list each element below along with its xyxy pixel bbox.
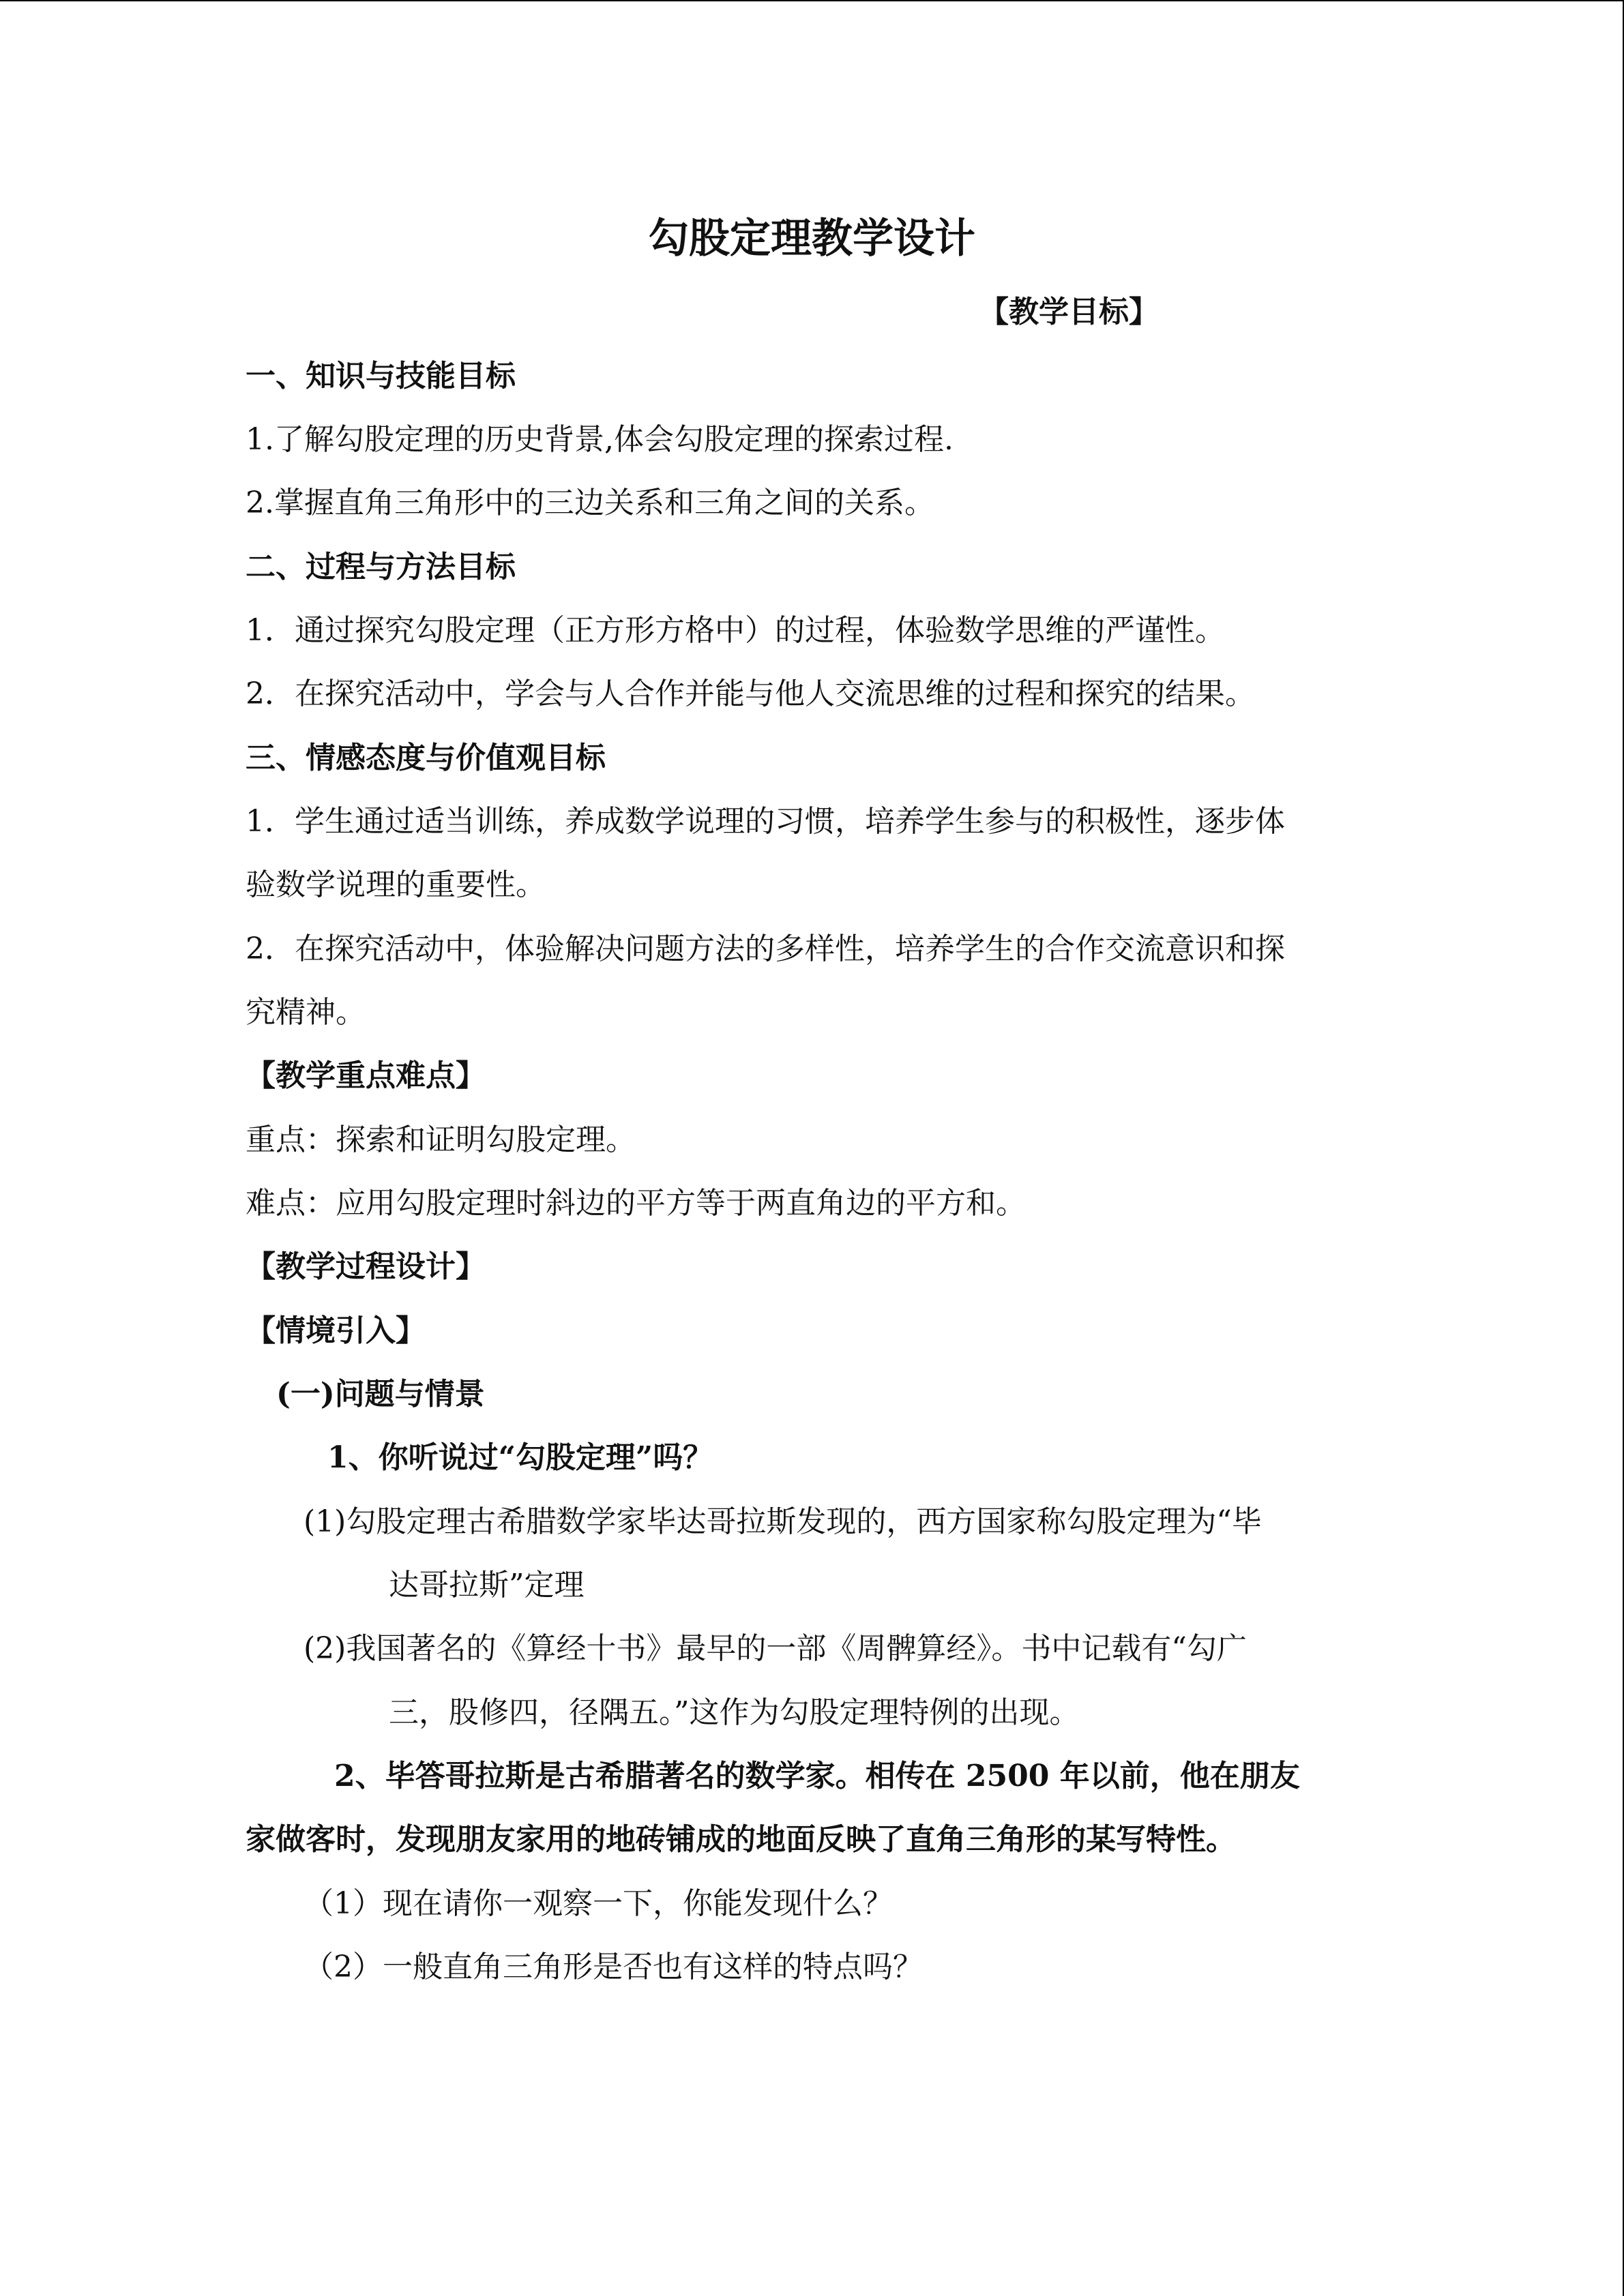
question-1-point-1-line-1: (1)勾股定理古希腊数学家毕达哥拉斯发现的，西方国家称勾股定理为“毕 xyxy=(304,1504,1262,1539)
key-point-focus: 重点：探索和证明勾股定理。 xyxy=(246,1122,636,1157)
process-method-item-1: 1．通过探究勾股定理（正方形方格中）的过程，体验数学思维的严谨性。 xyxy=(246,613,1225,648)
attitude-item-2-line-2: 究精神。 xyxy=(246,995,366,1030)
knowledge-item-1: 1.了解勾股定理的历史背景,体会勾股定理的探索过程. xyxy=(246,422,954,457)
key-point-difficulty: 难点：应用勾股定理时斜边的平方等于两直角边的平方和。 xyxy=(246,1186,1026,1221)
knowledge-item-2: 2.掌握直角三角形中的三边关系和三角之间的关系。 xyxy=(246,486,934,520)
sub-question-1: （1）现在请你一观察一下，你能发现什么？ xyxy=(304,1886,893,1921)
process-design-heading: 【教学过程设计】 xyxy=(246,1249,486,1284)
attitude-item-2-line-1: 2．在探究活动中，体验解决问题方法的多样性，培养学生的合作交流意识和探 xyxy=(246,931,1285,966)
question-1-point-1-line-2: 达哥拉斯”定理 xyxy=(389,1568,585,1602)
document-title: 勾股定理教学设计 xyxy=(648,215,975,263)
question-2-line-2: 家做客时，发现朋友家用的地砖铺成的地面反映了直角三角形的某写特性。 xyxy=(246,1822,1236,1857)
sub-question-2: （2）一般直角三角形是否也有这样的特点吗？ xyxy=(304,1950,923,1984)
question-1-point-2-line-1: (2)我国著名的《算经十书》最早的一部《周髀算经》。书中记载有“勾广 xyxy=(304,1631,1247,1666)
scenario-intro-heading: 【情境引入】 xyxy=(246,1313,426,1348)
key-points-heading: 【教学重点难点】 xyxy=(246,1058,486,1093)
section-knowledge-heading: 一、知识与技能目标 xyxy=(246,359,516,393)
objectives-heading: 【教学目标】 xyxy=(979,295,1159,329)
attitude-item-1-line-2: 验数学说理的重要性。 xyxy=(246,867,546,902)
section-attitude-heading: 三、情感态度与价值观目标 xyxy=(246,741,606,775)
problem-scenario-subheading: (一)问题与情景 xyxy=(276,1377,485,1412)
attitude-item-1-line-1: 1．学生通过适当训练，养成数学说理的习惯，培养学生参与的积极性，逐步体 xyxy=(246,804,1285,839)
process-method-item-2: 2．在探究活动中，学会与人合作并能与他人交流思维的过程和探究的结果。 xyxy=(246,676,1255,711)
question-2-line-1: 2、毕答哥拉斯是古希腊著名的数学家。相传在 2500 年以前，他在朋友 xyxy=(334,1759,1300,1793)
question-1: 1、你听说过“勾股定理”吗？ xyxy=(327,1440,713,1475)
question-1-point-2-line-2: 三，股修四，径隅五。”这作为勾股定理特例的出现。 xyxy=(389,1695,1080,1730)
section-process-method-heading: 二、过程与方法目标 xyxy=(246,550,516,584)
